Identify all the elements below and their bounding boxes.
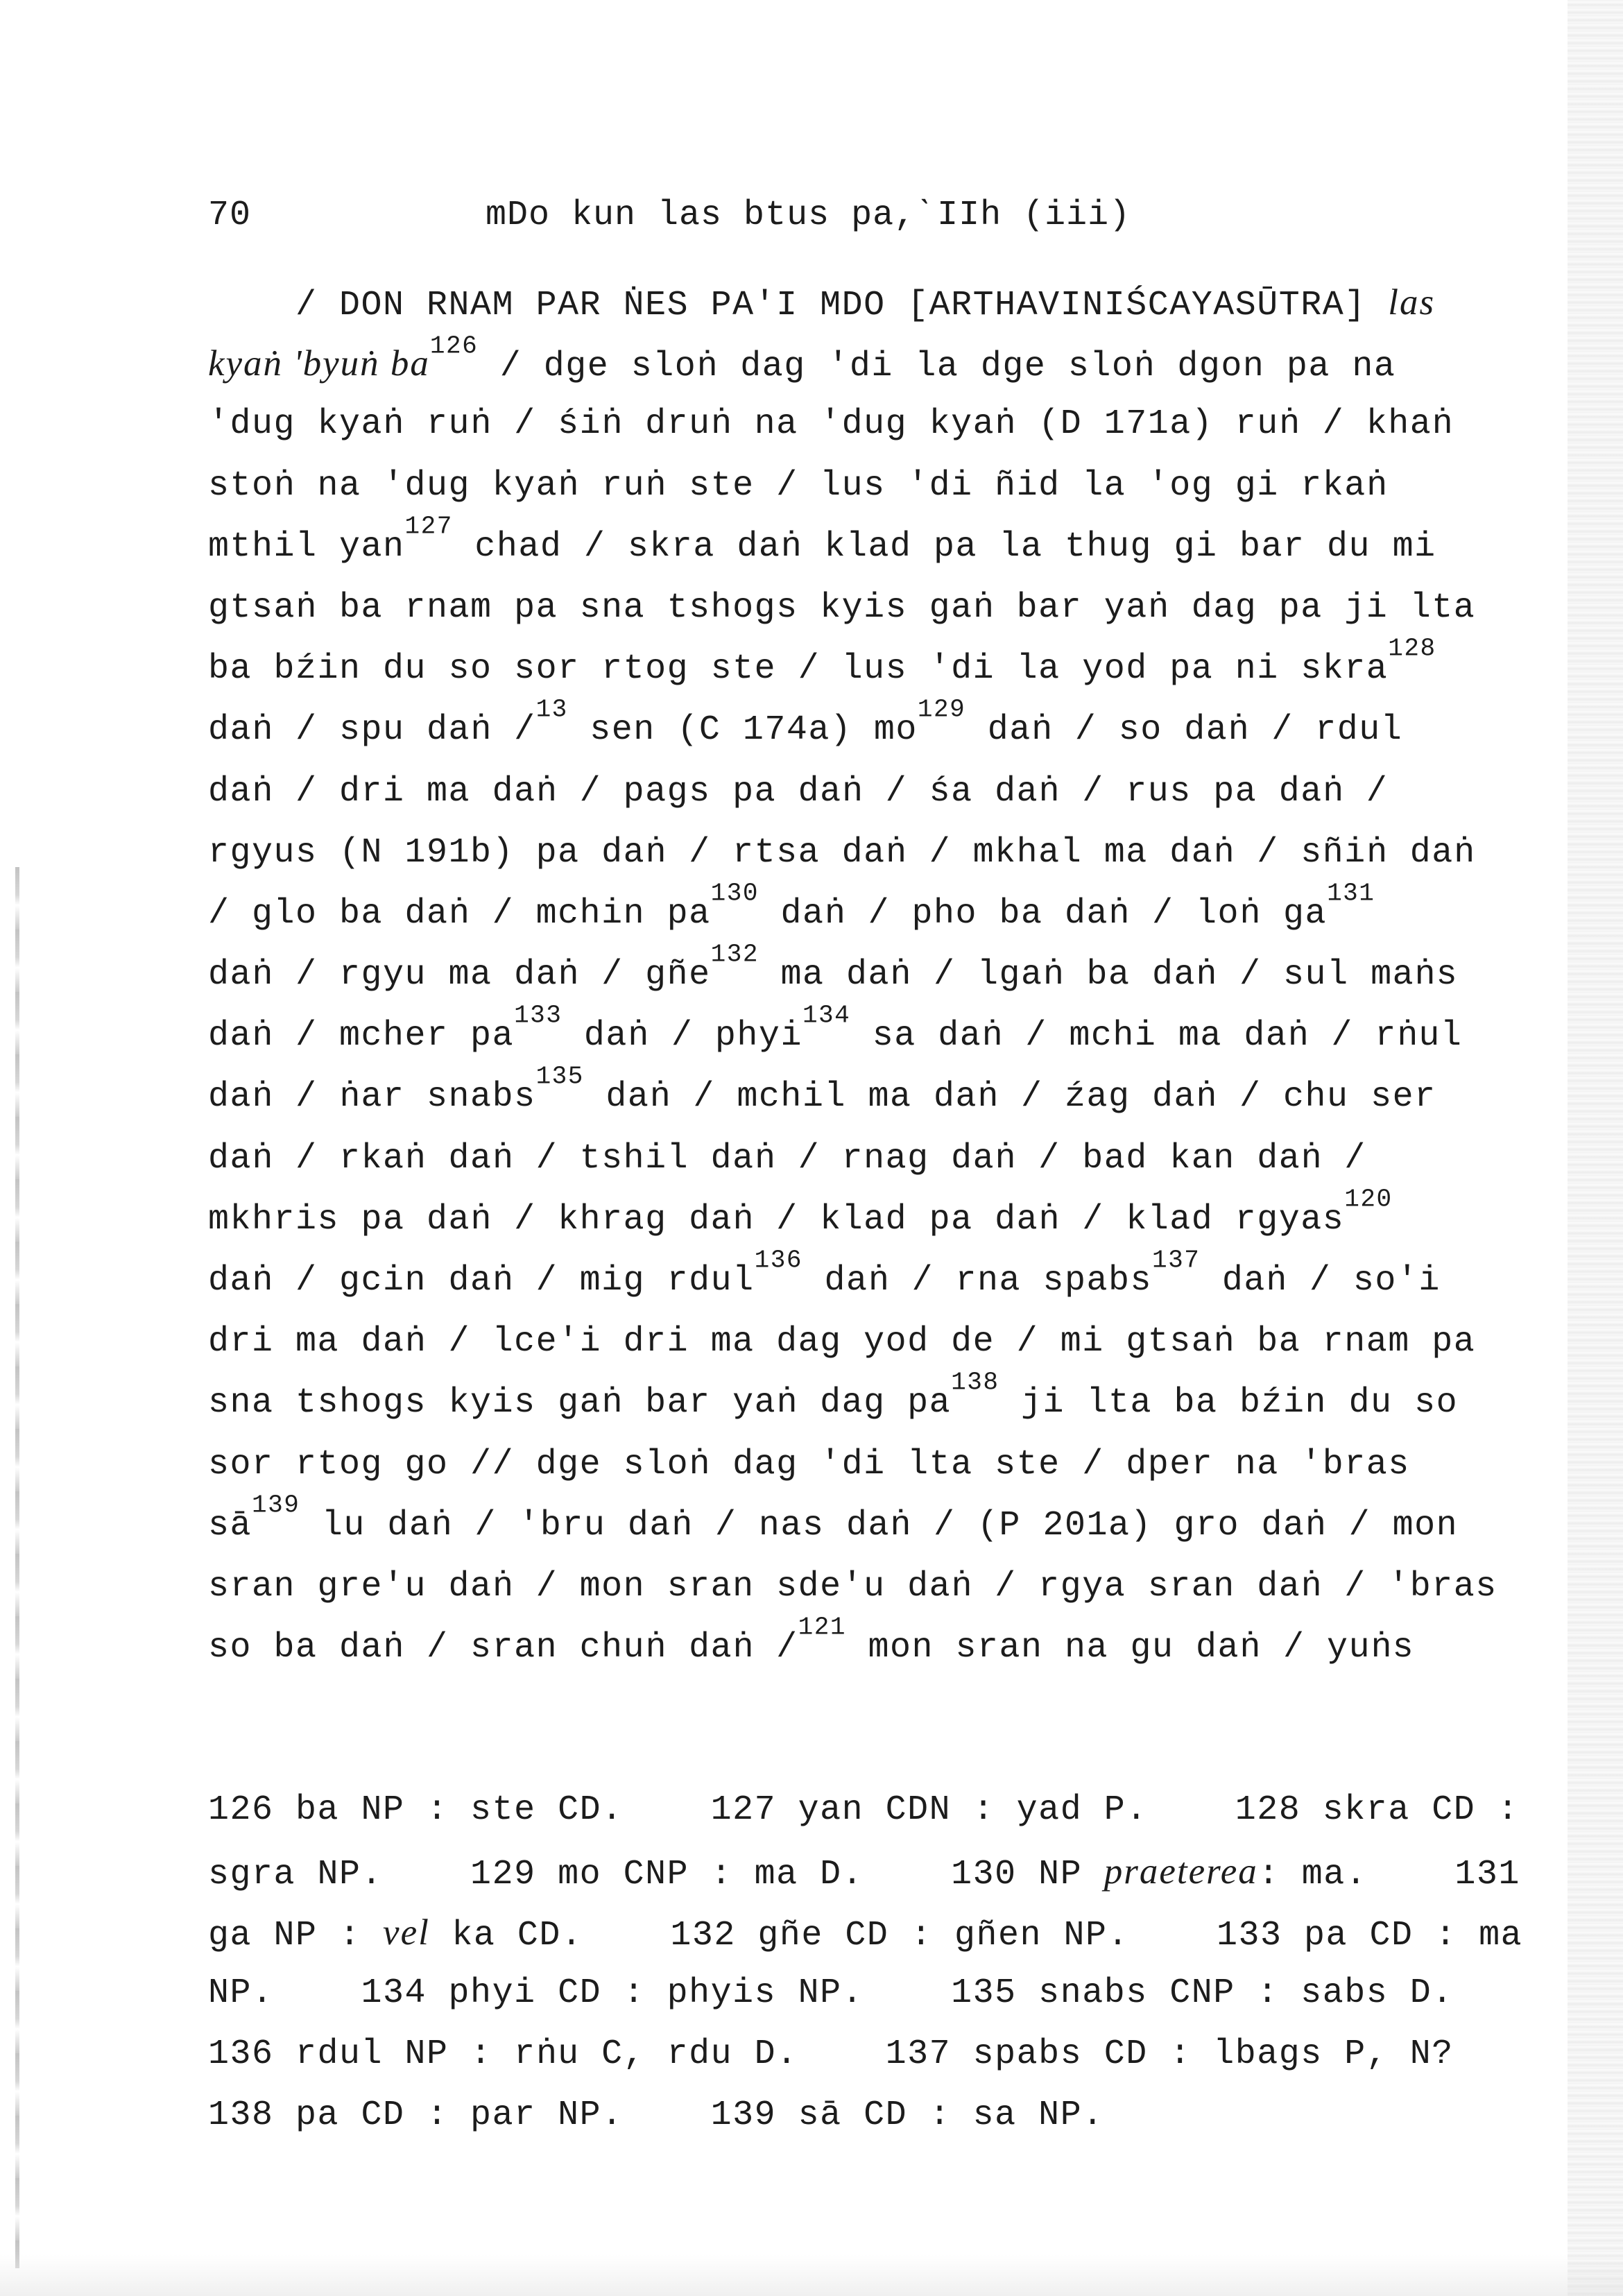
text-run: gtsaṅ ba rnam pa sna tshogs kyis gaṅ bar yaṅ dag pa ji lta xyxy=(208,588,1476,628)
text-run: daṅ / mcher pa xyxy=(208,1016,515,1056)
text-run: ba bźin du so sor rtog ste / lus 'di la yod pa ni skra xyxy=(208,649,1389,689)
footnote-line xyxy=(208,1841,1520,1902)
text-run: 126 ba NP : ste CD. 127 yan CDN : yad P. 128 skra CD : xyxy=(208,1790,1520,1830)
body-line xyxy=(208,1129,1477,1190)
italic-text: praeterea xyxy=(1104,1851,1258,1892)
text-run: daṅ / rkaṅ daṅ / tshil daṅ / rnag daṅ / bad kan daṅ / xyxy=(208,1138,1366,1179)
note-marker: 135 xyxy=(535,1063,584,1092)
note-marker: 13 xyxy=(535,695,568,724)
footnote-line xyxy=(208,2085,1477,2146)
text-run: daṅ / mchil ma daṅ / źag daṅ / chu ser xyxy=(583,1077,1436,1117)
text-run: dri ma daṅ / lce'i dri ma dag yod de / mi gtsaṅ ba rnam pa xyxy=(208,1322,1476,1362)
text-run: daṅ / gcin daṅ / mig rdul xyxy=(208,1261,755,1301)
note-marker: 127 xyxy=(404,512,453,541)
text-run: rgyus (N 191b) pa daṅ / rtsa daṅ / mkhal ma daṅ / sñiṅ daṅ xyxy=(208,832,1476,873)
note-marker: 133 xyxy=(514,1001,563,1030)
note-marker: 128 xyxy=(1388,634,1436,663)
body-line xyxy=(208,1246,1477,1312)
page-number: 70 xyxy=(208,196,252,235)
text-run: daṅ / spu daṅ / xyxy=(208,710,536,751)
scan-edge-left xyxy=(15,867,19,2268)
body-line xyxy=(208,762,1477,823)
note-marker: 120 xyxy=(1344,1185,1393,1214)
running-title: mDo kun las btus pa,ˋIIh (iii) xyxy=(486,196,1131,235)
note-marker: 126 xyxy=(429,332,479,361)
text-run: ji lta ba bźin du so xyxy=(999,1383,1459,1423)
scan-edge-bottom xyxy=(0,2254,1623,2296)
note-marker: 131 xyxy=(1327,879,1375,908)
note-marker: 132 xyxy=(710,940,759,969)
text-run: mon sran na gu daṅ / yuṅs xyxy=(845,1628,1415,1668)
text-run: chad / skra daṅ klad pa la thug gi bar du mi xyxy=(452,526,1436,567)
body-line xyxy=(208,823,1477,884)
text-run: ka CD. 132 gñe CD : gñen NP. 133 pa CD : ma xyxy=(429,1916,1523,1955)
italic-text: vel xyxy=(383,1912,430,1953)
body-line xyxy=(208,456,1477,517)
text-run: sna tshogs kyis gaṅ bar yaṅ dag pa xyxy=(208,1383,952,1423)
body-line xyxy=(208,578,1477,639)
text-run: ga NP : xyxy=(208,1916,384,1955)
italic-text: kyaṅ 'byuṅ ba xyxy=(208,343,430,384)
text-run: sen (C 174a) mo xyxy=(567,710,918,751)
body-line xyxy=(208,333,1477,394)
body-line xyxy=(208,394,1477,455)
text-run: daṅ / rgyu ma daṅ / gñe xyxy=(208,955,711,995)
text-run: mthil yan xyxy=(208,526,405,567)
note-marker: 129 xyxy=(917,695,966,724)
footnote-line xyxy=(208,1780,1520,1841)
text-run: / DON RNAM PAR ṄES PA'I MDO [ARTHAVINIŚCAYASŪTRA] xyxy=(208,286,1389,325)
note-marker: 136 xyxy=(754,1246,802,1275)
text-run: so ba daṅ / sran chuṅ daṅ / xyxy=(208,1628,798,1668)
text-run: daṅ / dri ma daṅ / pags pa daṅ / śa daṅ / rus pa daṅ / xyxy=(208,771,1389,812)
body-line xyxy=(208,634,1477,700)
text-run: : ma. 131 xyxy=(1257,1855,1520,1894)
body-line xyxy=(208,1368,1477,1434)
text-run: 138 pa CD : par NP. 139 sā CD : sa NP. xyxy=(208,2096,1104,2135)
body-line xyxy=(208,272,1477,333)
body-line xyxy=(208,1001,1477,1067)
body-line xyxy=(208,1491,1477,1557)
note-marker: 137 xyxy=(1152,1246,1201,1275)
text-run: daṅ / so daṅ / rdul xyxy=(965,710,1403,751)
body-line xyxy=(208,940,1477,1006)
body-line xyxy=(208,1063,1477,1128)
footnotes xyxy=(208,1780,1523,2146)
text-run: stoṅ na 'dug kyaṅ ruṅ ste / lus 'di ñid la 'og gi rkaṅ xyxy=(208,465,1389,506)
body-line xyxy=(208,1312,1477,1373)
text-run: sor rtog go // dge sloṅ dag 'di lta ste / dper na 'bras xyxy=(208,1444,1410,1484)
text-run: lu daṅ / 'bru daṅ / nas daṅ / (P 201a) gro daṅ / mon xyxy=(300,1505,1459,1545)
text-run: daṅ / so'i xyxy=(1200,1261,1441,1301)
note-marker: 134 xyxy=(802,1001,851,1030)
text-run: NP. 134 phyi CD : phyis NP. 135 snabs CNP : sabs D. xyxy=(208,1973,1454,2013)
text-run: 136 rdul NP : rṅu C, rdu D. 137 spabs CD : lbags P, N? xyxy=(208,2034,1454,2074)
body-line xyxy=(208,879,1477,945)
footnote-line xyxy=(208,2024,1477,2085)
text-run: mkhris pa daṅ / khrag daṅ / klad pa daṅ / klad rgyas xyxy=(208,1199,1345,1240)
note-marker: 121 xyxy=(798,1613,846,1642)
text-run: sā xyxy=(208,1505,252,1545)
footnote-line xyxy=(208,1902,1523,1963)
scan-edge-right xyxy=(1568,0,1623,2296)
text-run: 'dug kyaṅ ruṅ / śiṅ druṅ na 'dug kyaṅ (D 171a) ruṅ / khaṅ xyxy=(208,404,1454,445)
body-line xyxy=(208,1185,1477,1251)
running-header xyxy=(208,196,1179,235)
text-run: daṅ / ṅar snabs xyxy=(208,1077,536,1117)
body-line xyxy=(208,1613,1477,1679)
note-marker: 138 xyxy=(951,1368,999,1397)
body-line xyxy=(208,695,1477,761)
body-line xyxy=(208,1434,1477,1496)
text-run: / dge sloṅ dag 'di la dge sloṅ dgon pa na xyxy=(478,347,1396,387)
text-run: / glo ba daṅ / mchin pa xyxy=(208,893,711,934)
note-marker: 139 xyxy=(252,1491,300,1520)
text-run: daṅ / pho ba daṅ / loṅ ga xyxy=(758,893,1328,934)
body-line xyxy=(208,1557,1497,1618)
body-text xyxy=(208,272,1497,1679)
note-marker: 130 xyxy=(710,879,759,908)
text-run: sran gre'u daṅ / mon sran sde'u daṅ / rgya sran daṅ / 'bras xyxy=(208,1566,1497,1607)
text-run: sa daṅ / mchi ma daṅ / rṅul xyxy=(850,1016,1463,1056)
body-line xyxy=(208,512,1477,578)
text-run: ma daṅ / lgaṅ ba daṅ / sul maṅs xyxy=(758,955,1459,995)
italic-text: las xyxy=(1388,282,1436,323)
text-run: daṅ / rna spabs xyxy=(802,1261,1153,1301)
text-run: daṅ / phyi xyxy=(562,1016,802,1056)
text-run: sgra NP. 129 mo CNP : ma D. 130 NP xyxy=(208,1855,1104,1894)
footnote-line xyxy=(208,1963,1477,2024)
